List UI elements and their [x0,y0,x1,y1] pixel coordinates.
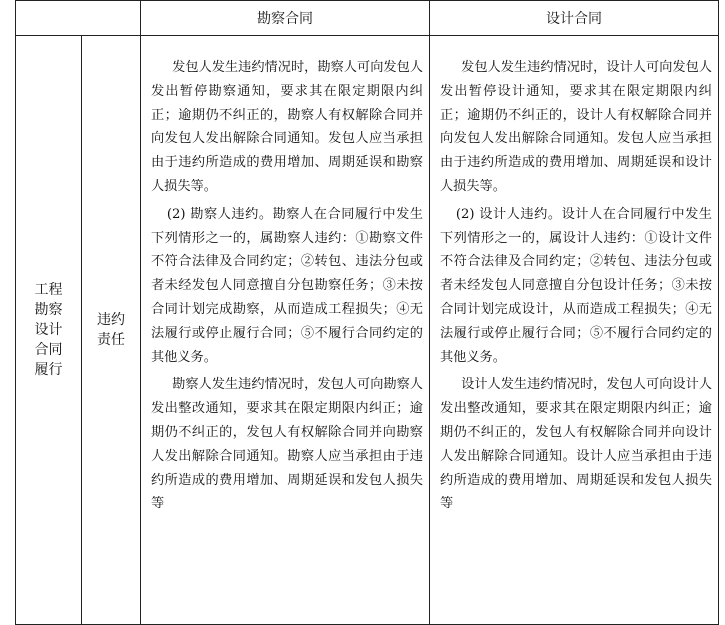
header-survey-contract: 勘察合同 [141,1,430,36]
category-cell [16,36,82,625]
survey-contract-content [141,36,430,625]
category-line: 工程 [34,282,63,298]
design-paragraph-designer-breach: (2) 设计人违约。设计人在合同履行中发生下列情形之一的，属设计人违约：①设计文件不符合法律及合同约定；②转包、违法分包或者未经发包人同意擅自分包设计任务；③未按合同计划完成设计，从而造成工程损失；④无法履行或停止履行合同；⑤不履行合同约定的其他义务。 [440,206,712,365]
category-line: 履行 [34,362,63,378]
survey-paragraph-client-breach: 发包人发生违约情况时，勘察人可向发包人发出暂停勘察通知，要求其在限定期限内纠正；逾期仍不纠正的，勘察人有权解除合同并向发包人发出解除合同通知。发包人应当承担由于违约所造成的费用增加、周期延误和勘察人损失等。 [151,60,423,194]
table-header-row [16,1,719,36]
header-design-contract: 设计合同 [430,1,719,36]
survey-paragraph-surveyor-breach: (2) 勘察人违约。勘察人在合同履行中发生下列情形之一的，属勘察人违约：①勘察文件不符合法律及合同约定；②转包、违法分包或者未经发包人同意擅自分包勘察任务；③未按合同计划完成勘察，从而造成工程损失；④无法履行或停止履行合同；⑤不履行合同约定的其他义务。 [151,206,423,365]
design-contract-content [430,36,719,625]
subcategory-cell [82,36,141,625]
survey-paragraph-remedy: 勘察人发生违约情况时，发包人可向勘察人发出整改通知，要求其在限定期限内纠正；逾期仍不纠正的，发包人有权解除合同并向勘察人发出解除合同通知。勘察人应当承担由于违约所造成的费用增加、周期延误和发包人损失等 [151,377,423,512]
category-line: 勘察 [34,302,63,318]
category-line: 合同 [34,342,63,358]
header-blank-cell [16,1,141,36]
subcategory-line: 违约 [97,312,125,328]
subcategory-line: 责任 [97,332,125,348]
design-paragraph-client-breach: 发包人发生违约情况时，设计人可向发包人发出暂停设计通知，要求其在限定期限内纠正；逾期仍不纠正的，设计人有权解除合同并向发包人发出解除合同通知。发包人应当承担由于违约所造成的费用增加、周期延误和设计人损失等。 [440,60,712,194]
contract-comparison-table [15,0,719,625]
table-row [16,36,719,625]
design-paragraph-remedy: 设计人发生违约情况时，发包人可向设计人发出整改通知，要求其在限定期限内纠正；逾期仍不纠正的，发包人有权解除合同并向设计人发出解除合同通知。设计人应当承担由于违约所造成的费用增加、周期延误和发包人损失等 [440,377,712,512]
category-line: 设计 [34,322,63,338]
